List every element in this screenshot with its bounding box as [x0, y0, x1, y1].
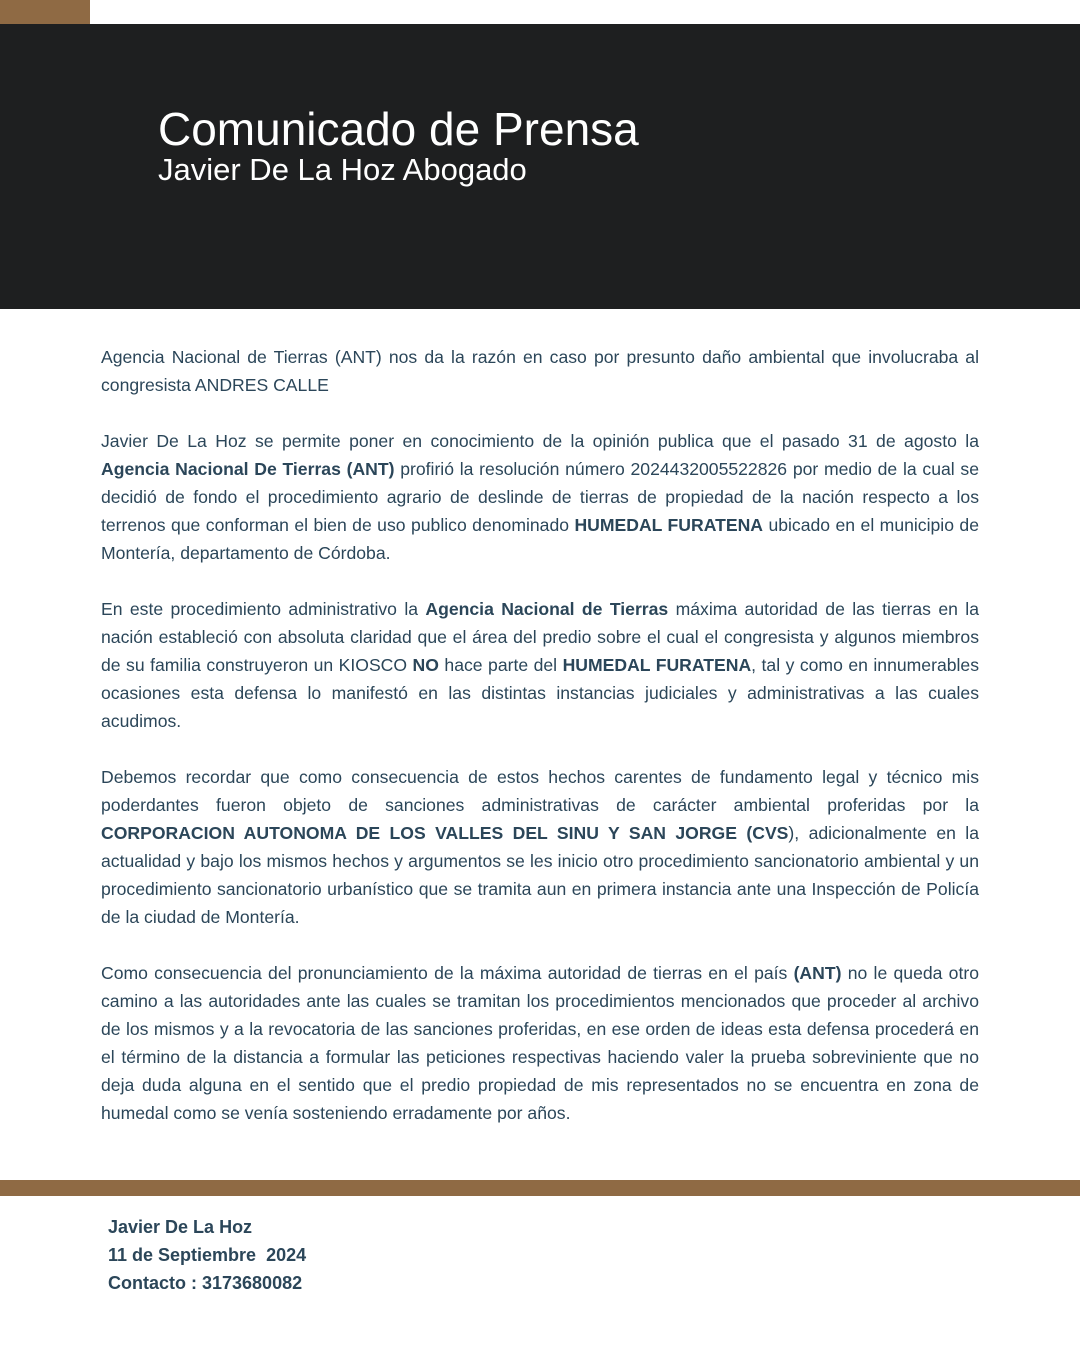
author-name: Javier De La Hoz	[108, 1217, 253, 1237]
text-span: Como consecuencia del pronunciamiento de la máxima autoridad de tierras en el país	[101, 963, 794, 983]
page-title: Comunicado de Prensa	[158, 103, 639, 155]
paragraph-4	[101, 763, 979, 931]
release-date: 11 de Septiembre 2024	[108, 1245, 307, 1265]
bold-text: NO	[412, 655, 439, 675]
text-span: profirió la resolución número 2024432005522826 por medio de la cual se decidió de fondo el procedimiento agrario de deslinde de tierras de propiedad de la nación respecto a los terrenos que conforman el bien de uso publico denominado	[101, 459, 979, 535]
paragraph-2	[101, 427, 979, 567]
footer-divider	[0, 1180, 1080, 1196]
text-span: no le queda otro camino a las autoridades ante las cuales se tramitan los procedimientos mencionados que proceder al archivo de los mismos y a la revocatoria de las sanciones proferidas, en ese orden de ideas esta defensa procederá en el término de la distancia a formular las peticiones respectivas haciendo valer la prueba sobreviniente que no deja duda alguna en el sentido que el predio propiedad de mis representados no se encuentra en zona de humedal como se venía sosteniendo erradamente por años.	[101, 963, 979, 1123]
page-subtitle: Javier De La Hoz Abogado	[158, 152, 527, 187]
text-span: ubicado en el municipio de Montería, departamento de Córdoba.	[101, 515, 979, 563]
bold-text: CORPORACION AUTONOMA DE LOS VALLES DEL SINU Y SAN JORGE (CVS	[101, 823, 789, 843]
text-span: Debemos recordar que como consecuencia de estos hechos carentes de fundamento legal y técnico mis poderdantes fueron objeto de sanciones administrativas de carácter ambiental proferidas por la	[101, 767, 979, 815]
contact-info: Contacto : 3173680082	[108, 1273, 303, 1293]
paragraph-5	[101, 959, 979, 1127]
bold-text: Agencia Nacional de Tierras	[425, 599, 669, 619]
press-release-body	[101, 343, 979, 1127]
footer-signature	[108, 1213, 306, 1297]
bold-text: (ANT)	[793, 963, 842, 983]
bold-text: Agencia Nacional De Tierras (ANT)	[101, 459, 395, 479]
text-span: máxima autoridad de las tierras en la nación estableció con absoluta claridad que el área del predio sobre el cual el congresista y algunos miembros de su familia construyeron un KIOSCO	[101, 599, 979, 675]
accent-tab	[0, 0, 90, 24]
text-span: Javier De La Hoz se permite poner en conocimiento de la opinión publica que el pasado 31 de agosto la	[101, 431, 979, 451]
paragraph-1: Agencia Nacional de Tierras (ANT) nos da la razón en caso por presunto daño ambiental que involucraba al congresista ANDRES CALLE	[101, 347, 979, 395]
paragraph-3	[101, 595, 979, 735]
text-span: hace parte del	[438, 655, 563, 675]
text-span: ), adicionalmente en la actualidad y bajo los mismos hechos y argumentos se les inicio otro procedimiento sancionatorio ambiental y un procedimiento sancionatorio urbanístico que se tramita aun en primera instancia ante una Inspección de Policía de la ciudad de Montería.	[101, 823, 979, 927]
bold-text: HUMEDAL FURATENA	[562, 655, 752, 675]
text-span: En este procedimiento administrativo la	[101, 599, 426, 619]
header-banner	[0, 24, 1080, 309]
bold-text: HUMEDAL FURATENA	[574, 515, 764, 535]
text-span: , tal y como en innumerables ocasiones esta defensa lo manifestó en las distintas instancias judiciales y administrativas a las cuales acudimos.	[101, 655, 980, 731]
